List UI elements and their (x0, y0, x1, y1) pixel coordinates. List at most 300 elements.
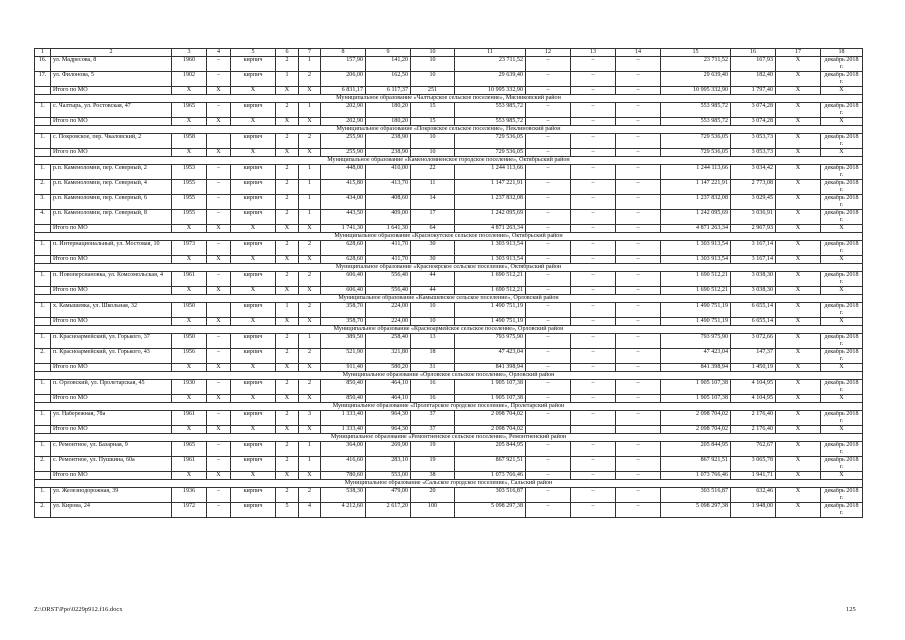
address-cell: Итого по МО (51, 472, 172, 480)
address-cell: Итого по МО (51, 364, 172, 372)
address-cell: р.п. Каменоломни, пер. Северный, 6 (51, 195, 172, 210)
address-cell: ул. Набережная, 78а (51, 411, 172, 426)
table-cell: X (776, 488, 821, 503)
table-cell: 2 (299, 380, 321, 395)
table-cell: декабрь 2018 г. (821, 241, 863, 256)
table-cell: X (207, 318, 231, 326)
table-cell: – (571, 303, 616, 318)
table-cell: 1 690 512,21 (661, 287, 731, 295)
table-cell: X (276, 318, 299, 326)
table-cell: кирпич (231, 134, 276, 149)
table-cell: – (571, 411, 616, 426)
table-cell: – (526, 303, 571, 318)
table-cell: 841 398,94 (661, 364, 731, 372)
table-cell: X (776, 180, 821, 195)
table-cell: – (571, 287, 616, 295)
table-cell: X (299, 287, 321, 295)
table-cell: 38 (411, 472, 455, 480)
total-row (35, 287, 863, 295)
address-cell: Итого по МО (51, 426, 172, 434)
table-cell: 3 167,14 (731, 256, 776, 264)
building-row (35, 103, 863, 118)
table-cell: 2 (276, 134, 299, 149)
table-cell: 31 (411, 364, 455, 372)
table-cell: 1 (299, 442, 321, 457)
column-number-row (35, 49, 863, 57)
table-cell: 1 948,00 (731, 503, 776, 518)
table-cell: 1. (35, 380, 51, 395)
address-cell: п. Интернациональный, ул. Мостовая, 10 (51, 241, 172, 256)
table-cell: X (172, 87, 207, 95)
table-cell: 1. (35, 134, 51, 149)
table-cell: 2 176,40 (731, 426, 776, 434)
table-cell: – (571, 334, 616, 349)
table-cell: 37 (411, 426, 455, 434)
table-cell: 729 536,05 (661, 149, 731, 157)
table-cell: 269,90 (366, 442, 411, 457)
table-cell: X (776, 118, 821, 126)
table-cell: 1 (276, 303, 299, 318)
table-cell: кирпич (231, 57, 276, 72)
table-cell: 364,00 (321, 442, 366, 457)
table-cell: декабрь 2018 г. (821, 334, 863, 349)
table-cell: 1 905 107,38 (661, 380, 731, 395)
table-cell: 303 516,87 (455, 488, 526, 503)
table-cell: 251 (411, 87, 455, 95)
table-cell: 448,00 (321, 165, 366, 180)
table-cell: – (571, 149, 616, 157)
table-cell: 1 (299, 457, 321, 472)
table-cell: X (276, 395, 299, 403)
table-cell: 1956 (172, 349, 207, 364)
municipality-section-row (35, 480, 863, 488)
table-cell: 3 065,78 (731, 457, 776, 472)
table-cell: – (616, 503, 661, 518)
table-cell: X (276, 472, 299, 480)
table-cell: – (616, 395, 661, 403)
building-row (35, 241, 863, 256)
table-cell: – (571, 165, 616, 180)
table-cell: 521,90 (321, 349, 366, 364)
table-cell: 2 (276, 411, 299, 426)
table-cell: – (616, 87, 661, 95)
table-cell: 413,70 (366, 180, 411, 195)
table-cell: X (821, 256, 863, 264)
table-cell: 606,40 (321, 272, 366, 287)
table-cell: – (616, 457, 661, 472)
table-cell: 3 036,91 (731, 210, 776, 225)
table-cell (35, 426, 51, 434)
table-cell: 18 (411, 349, 455, 364)
table-cell: X (776, 426, 821, 434)
column-number: 14 (616, 49, 661, 57)
table-cell: 3 (299, 411, 321, 426)
table-cell (35, 395, 51, 403)
table-cell: X (821, 472, 863, 480)
building-row (35, 303, 863, 318)
table-cell: X (207, 256, 231, 264)
building-row (35, 334, 863, 349)
table-cell: – (616, 225, 661, 233)
table-cell: кирпич (231, 103, 276, 118)
building-row (35, 165, 863, 180)
table-cell: X (207, 395, 231, 403)
table-cell: 1961 (172, 411, 207, 426)
column-number: 13 (571, 49, 616, 57)
table-cell: X (276, 256, 299, 264)
table-cell: 16. (35, 57, 51, 72)
table-cell: 867 921,51 (455, 457, 526, 472)
table-cell: – (571, 225, 616, 233)
table-cell: 11 (411, 180, 455, 195)
table-cell: X (231, 118, 276, 126)
table-cell: X (172, 318, 207, 326)
table-cell: 141,20 (366, 57, 411, 72)
table-cell: кирпич (231, 503, 276, 518)
address-cell: с. Покровское, пер. Чкаловский, 2 (51, 134, 172, 149)
table-cell: 16 (411, 395, 455, 403)
table-cell (35, 118, 51, 126)
table-cell: X (821, 118, 863, 126)
table-cell: 1. (35, 103, 51, 118)
address-cell: с. Чалтырь, ул. Ростовская, 47 (51, 103, 172, 118)
table-cell: 1 303 913,54 (455, 256, 526, 264)
table-cell: 5 (276, 503, 299, 518)
table-cell: 556,40 (366, 272, 411, 287)
table-cell: X (821, 426, 863, 434)
address-cell: с. Ремонтное, ул. Базарная, 9 (51, 442, 172, 457)
table-cell: 224,00 (366, 318, 411, 326)
table-cell: – (571, 457, 616, 472)
table-cell: 3 053,73 (731, 134, 776, 149)
table-cell: 1 (299, 57, 321, 72)
table-cell: X (776, 287, 821, 295)
table-cell: 729 536,05 (661, 134, 731, 149)
table-cell: 2 (276, 334, 299, 349)
table-cell: – (207, 349, 231, 364)
table-cell (526, 426, 571, 434)
table-cell: X (776, 57, 821, 72)
table-cell: X (172, 395, 207, 403)
building-row (35, 488, 863, 503)
table-cell: 238,90 (366, 134, 411, 149)
table-cell: 729 536,05 (455, 134, 526, 149)
table-cell: 1 690 512,21 (455, 287, 526, 295)
table-cell: – (207, 195, 231, 210)
table-cell: 867 921,51 (661, 457, 731, 472)
table-cell: 1936 (172, 488, 207, 503)
address-cell: Итого по МО (51, 287, 172, 295)
table-cell: 283,10 (366, 457, 411, 472)
building-row (35, 134, 863, 149)
table-cell: 1 490 751,19 (455, 318, 526, 326)
table-cell: – (526, 118, 571, 126)
building-row (35, 457, 863, 472)
table-cell: X (776, 272, 821, 287)
address-cell: р.п. Каменоломни, пер. Северный, 8 (51, 210, 172, 225)
table-cell: 167,93 (731, 57, 776, 72)
table-cell: 2 098 704,02 (455, 411, 526, 426)
table-cell: X (776, 165, 821, 180)
table-cell: – (616, 272, 661, 287)
table-cell: 2 098 704,02 (661, 426, 731, 434)
table-cell: X (299, 118, 321, 126)
municipality-section-row (35, 264, 863, 272)
table-cell: – (616, 57, 661, 72)
table-cell: – (616, 134, 661, 149)
table-cell: 10 995 332,90 (455, 87, 526, 95)
table-cell: – (526, 488, 571, 503)
table-cell: 162,50 (366, 72, 411, 87)
table-cell: 2 773,08 (731, 180, 776, 195)
total-row (35, 472, 863, 480)
table-cell: 2 (276, 195, 299, 210)
table-cell: декабрь 2018 г. (821, 457, 863, 472)
address-cell: ул. Мадресова, 8 (51, 57, 172, 72)
total-row (35, 149, 863, 157)
table-cell: 224,00 (366, 303, 411, 318)
table-cell: 850,40 (321, 395, 366, 403)
table-cell: X (276, 364, 299, 372)
table-cell: X (231, 149, 276, 157)
table-cell: 2 (276, 180, 299, 195)
address-cell: ул. Филонова, 5 (51, 72, 172, 87)
table-cell: – (571, 241, 616, 256)
column-number: 16 (731, 49, 776, 57)
building-row (35, 180, 863, 195)
table-cell: – (526, 457, 571, 472)
table-cell: 100 (411, 503, 455, 518)
table-cell: декабрь 2018 г. (821, 134, 863, 149)
address-cell: Итого по МО (51, 149, 172, 157)
table-cell: декабрь 2018 г. (821, 165, 863, 180)
table-cell: – (207, 103, 231, 118)
table-cell: – (207, 180, 231, 195)
municipality-section-row (35, 434, 863, 442)
table-cell: 2. (35, 180, 51, 195)
table-cell (35, 149, 51, 157)
table-cell: 1902 (172, 72, 207, 87)
table-cell: – (526, 210, 571, 225)
table-cell: 1 490 751,19 (661, 318, 731, 326)
table-cell: – (616, 241, 661, 256)
table-cell: кирпич (231, 180, 276, 195)
table-cell: 2 (276, 165, 299, 180)
table-cell: 258,40 (366, 334, 411, 349)
table-cell: 47 423,04 (661, 349, 731, 364)
table-cell (35, 87, 51, 95)
table-cell: 303 516,87 (661, 488, 731, 503)
column-number: 6 (276, 49, 299, 57)
table-cell: X (776, 442, 821, 457)
table-cell: X (207, 225, 231, 233)
table-cell: 1 242 095,69 (661, 210, 731, 225)
table-cell: 1. (35, 411, 51, 426)
table-cell: 147,37 (731, 349, 776, 364)
table-cell: 1 (299, 210, 321, 225)
address-cell: Итого по МО (51, 256, 172, 264)
table-cell: 1 303 913,54 (661, 241, 731, 256)
table-cell: 23 711,52 (661, 57, 731, 72)
municipality-title: Муниципальное образование «Покровское сельское поселение», Неклиновский район (35, 126, 863, 134)
table-cell: 1. (35, 488, 51, 503)
municipality-title: Муниципальное образование «Каменоломненское городское поселение», Октябрьский район (35, 157, 863, 165)
table-cell: – (616, 180, 661, 195)
table-cell: – (526, 272, 571, 287)
table-cell: 1955 (172, 210, 207, 225)
table-cell: – (207, 210, 231, 225)
column-number: 4 (207, 49, 231, 57)
table-cell: 1 690 512,21 (661, 272, 731, 287)
table-cell: 3 029,45 (731, 195, 776, 210)
page-number: 125 (846, 606, 856, 613)
table-cell (207, 134, 231, 149)
table-cell: кирпич (231, 165, 276, 180)
table-cell: X (776, 349, 821, 364)
table-cell: X (821, 87, 863, 95)
building-row (35, 195, 863, 210)
table-cell: – (526, 241, 571, 256)
address-cell: х. Камышевка, ул. Школьная, 32 (51, 303, 172, 318)
table-cell: X (299, 225, 321, 233)
table-cell: X (776, 318, 821, 326)
table-cell: 205 844,95 (661, 442, 731, 457)
table-cell: 1 490 751,19 (455, 303, 526, 318)
table-cell: 1 (299, 180, 321, 195)
table-cell: – (526, 57, 571, 72)
table-cell: – (526, 411, 571, 426)
table-cell: 2 (299, 272, 321, 287)
table-cell: – (526, 395, 571, 403)
table-cell: 4 104,95 (731, 395, 776, 403)
table-cell: кирпич (231, 442, 276, 457)
table-cell: 44 (411, 287, 455, 295)
table-cell: – (571, 118, 616, 126)
table-cell: – (616, 303, 661, 318)
address-cell: п. Новоперсиановка, ул. Комсомольская, 4 (51, 272, 172, 287)
table-cell (35, 287, 51, 295)
table-cell: – (526, 334, 571, 349)
table-cell: – (616, 103, 661, 118)
table-cell: – (526, 503, 571, 518)
table-cell: 4. (35, 210, 51, 225)
table-cell: – (571, 318, 616, 326)
table-cell: 3 167,14 (731, 241, 776, 256)
column-number: 15 (661, 49, 731, 57)
table-cell: 19 (411, 457, 455, 472)
table-cell: X (299, 318, 321, 326)
building-row (35, 349, 863, 364)
table-cell (35, 225, 51, 233)
address-cell: Итого по МО (51, 87, 172, 95)
table-cell: X (776, 134, 821, 149)
table-cell: 180,20 (366, 103, 411, 118)
table-cell: X (231, 426, 276, 434)
table-cell: 64 (411, 225, 455, 233)
housing-register-table (34, 48, 863, 518)
table-cell: 182,40 (731, 72, 776, 87)
table-cell: 553 985,72 (661, 103, 731, 118)
table-cell: X (776, 87, 821, 95)
table-cell: – (616, 488, 661, 503)
table-cell: – (571, 349, 616, 364)
municipality-title: Муниципальное образование «Сальское городское поселение», Сальский район (35, 480, 863, 488)
table-cell: X (172, 149, 207, 157)
table-cell: X (776, 472, 821, 480)
column-number: 11 (455, 49, 526, 57)
table-cell: – (571, 87, 616, 95)
total-row (35, 426, 863, 434)
table-cell: X (276, 118, 299, 126)
table-cell: кирпич (231, 457, 276, 472)
table-cell: 1 741,30 (321, 225, 366, 233)
table-cell: 793 975,90 (661, 334, 731, 349)
table-cell: 2 617,20 (366, 503, 411, 518)
table-cell: 964,30 (366, 411, 411, 426)
table-cell: 1965 (172, 103, 207, 118)
table-cell: 157,90 (321, 57, 366, 72)
table-cell: 30 (411, 241, 455, 256)
municipality-section-row (35, 95, 863, 103)
table-cell: X (172, 225, 207, 233)
table-cell: – (571, 364, 616, 372)
table-cell: 23 711,52 (455, 57, 526, 72)
table-cell: – (526, 287, 571, 295)
table-cell: X (231, 395, 276, 403)
table-cell: 2 (276, 380, 299, 395)
table-cell: – (571, 103, 616, 118)
table-cell: X (821, 225, 863, 233)
table-cell: X (172, 364, 207, 372)
municipality-section-row (35, 126, 863, 134)
table-cell: 17 (411, 210, 455, 225)
table-cell: 1950 (172, 303, 207, 318)
table-cell: 2 967,93 (731, 225, 776, 233)
table-cell: X (231, 287, 276, 295)
table-cell: X (776, 395, 821, 403)
table-cell: 416,60 (321, 457, 366, 472)
table-cell: – (616, 380, 661, 395)
table-cell: 2 (299, 488, 321, 503)
table-cell: – (571, 380, 616, 395)
table-cell: кирпич (231, 411, 276, 426)
table-cell: X (821, 318, 863, 326)
table-cell: 1 490 751,19 (661, 303, 731, 318)
table-cell: X (299, 364, 321, 372)
table-cell: 6 655,14 (731, 303, 776, 318)
table-cell: 1 (299, 165, 321, 180)
table-cell: – (526, 349, 571, 364)
table-cell: кирпич (231, 195, 276, 210)
table-cell: 409,00 (366, 210, 411, 225)
table-cell: – (526, 195, 571, 210)
building-row (35, 411, 863, 426)
table-cell: 2 098 704,02 (661, 411, 731, 426)
table-cell: 1. (35, 334, 51, 349)
table-cell: 205 844,95 (455, 442, 526, 457)
register-table-wrapper (34, 48, 862, 518)
table-cell: декабрь 2018 г. (821, 72, 863, 87)
table-cell: – (571, 57, 616, 72)
table-cell: 10 (411, 57, 455, 72)
table-cell: X (231, 225, 276, 233)
table-cell: 553 985,72 (455, 103, 526, 118)
table-cell: декабрь 2018 г. (821, 488, 863, 503)
table-cell: X (231, 472, 276, 480)
table-cell: X (276, 149, 299, 157)
table-cell: кирпич (231, 334, 276, 349)
total-row (35, 318, 863, 326)
